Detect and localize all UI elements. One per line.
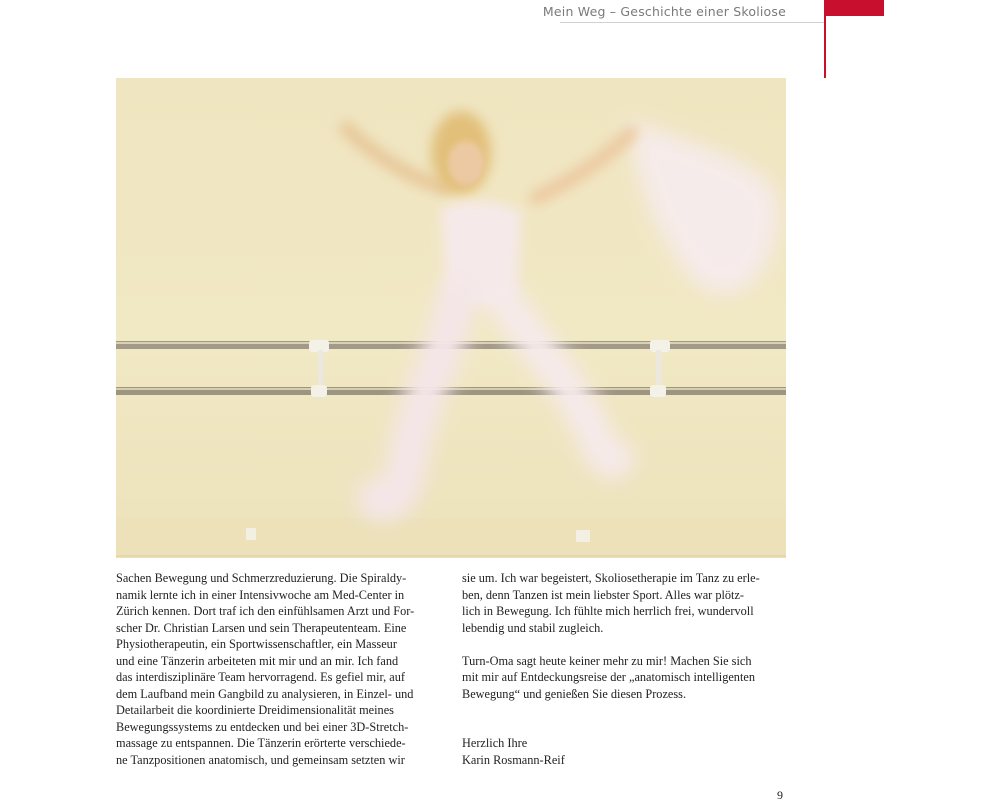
text-line: Sachen Bewegung und Schmerzreduzierung. Die Spiraldy-	[116, 571, 407, 585]
dancer-photo	[116, 78, 786, 558]
running-title: Mein Weg – Geschichte einer Skoliose	[542, 4, 786, 19]
page-number: 9	[777, 788, 783, 802]
text-line: namik lernte ich in einer Intensivwoche am Med-Center in	[116, 587, 405, 602]
body-column-left	[116, 570, 438, 768]
dancer-arm-right	[536, 133, 631, 198]
body-column-right	[462, 570, 792, 768]
text-line: Zürich kennen. Dort traf ich den einfühlsamen Arzt und For-	[116, 604, 415, 618]
text-line: dem Laufband mein Gangbild zu analysieren, in Einzel- und	[116, 686, 414, 701]
closing-line: Herzlich Ihre	[462, 736, 528, 750]
text-line: Detailarbeit die koordinierte Dreidimensionalität meines	[116, 703, 394, 717]
header-rule	[560, 22, 824, 23]
dancer-face	[448, 141, 484, 185]
accent-bar	[826, 0, 884, 16]
text-line: scher Dr. Christian Larsen und sein Therapeutenteam. Eine	[116, 620, 407, 635]
accent-line	[824, 0, 826, 78]
floor-area	[116, 518, 786, 558]
text-line: ne Tanzpositionen anatomisch, und gemeinsam setzten wir	[116, 752, 405, 767]
text-line: und eine Tänzerin arbeiteten mit mir und an mir. Ich fand	[116, 653, 399, 668]
paragraph-gap	[462, 702, 792, 735]
paragraph-gap	[462, 636, 792, 653]
text-line: ben, denn Tanzen ist mein liebster Sport. Alles war plötz-	[462, 587, 745, 602]
text-line: Bewegungssystems zu entdecken und bei einer 3D-Stretch-	[116, 719, 409, 734]
text-line: sie um. Ich war begeistert, Skoliosetherapie im Tanz zu erle-	[462, 571, 760, 585]
text-line: Bewegung“ und genießen Sie diesen Prozess.	[462, 686, 687, 701]
dancer-photo-icon	[116, 78, 786, 558]
text-line: lebendig und stabil zugleich.	[462, 620, 604, 635]
dancer-leg-right	[506, 303, 616, 461]
text-line: Physiotherapeutin, ein Sportwissenschaftler, ein Masseur	[116, 637, 397, 651]
dancer-arm-left	[346, 128, 446, 188]
text-line: Turn-Oma sagt heute keiner mehr zu mir! Machen Sie sich	[462, 653, 752, 668]
text-line: lich in Bewegung. Ich fühlte mich herrlich frei, wundervoll	[462, 604, 754, 618]
wall-socket	[246, 528, 256, 540]
text-line: das interdisziplinäre Team hervorragend. Es gefiel mir, auf	[116, 670, 405, 684]
dancer-leg-left	[376, 298, 456, 502]
barre-bracket-left	[309, 340, 329, 397]
text-line: mit mir auf Entdeckungsreise der „anatomisch intelligenten	[462, 670, 755, 684]
text-line: massage zu entspannen. Die Tänzerin erörterte verschiede-	[116, 736, 406, 750]
scarf	[626, 118, 778, 294]
signature: Karin Rosmann-Reif	[462, 752, 565, 767]
wall-socket	[576, 530, 590, 542]
